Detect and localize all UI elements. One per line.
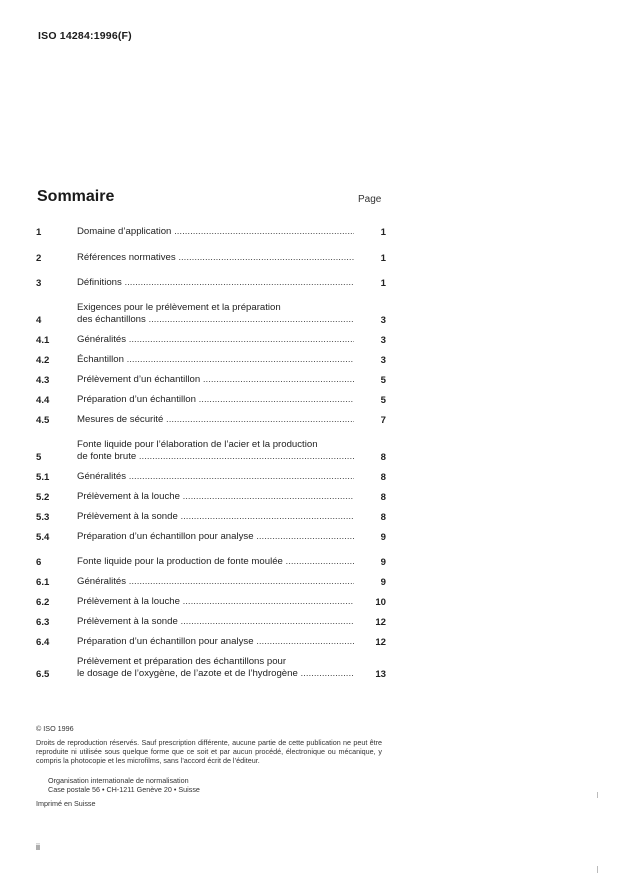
toc-entry-number: 6.2 xyxy=(36,597,50,608)
toc-entry-page: 3 xyxy=(380,335,386,346)
toc-entry xyxy=(36,636,386,648)
toc-entry-number: 4.5 xyxy=(36,415,50,426)
toc-entry xyxy=(36,471,386,483)
toc-entry-number: 5.1 xyxy=(36,472,50,483)
toc-entry-number: 1 xyxy=(36,227,42,238)
toc-entry-title: Exigences pour le prélèvement et la préparation xyxy=(77,302,281,313)
rights-statement: Droits de reproduction réservés. Sauf prescription différente, aucune partie de cette publication ne peut être reproduite ni utilisée sous quelque forme que ce soit et par aucun procédé, électronique ou mécanique, y compris la photocopie et les microfilms, sans l’accord écrit de l’éditeur. xyxy=(36,738,382,765)
toc-entry-number: 5.3 xyxy=(36,512,50,523)
toc-entry-title: Généralités ..... xyxy=(77,576,354,588)
toc-entry-number: 6.1 xyxy=(36,577,50,588)
organization-name: Organisation internationale de normalisation xyxy=(48,776,189,785)
toc-entry-title: Prélèvement à la sonde ..... xyxy=(77,511,354,523)
toc-entry-number: 4.3 xyxy=(36,375,50,386)
toc-entry-page: 3 xyxy=(380,315,386,326)
toc-entry-page: 8 xyxy=(380,512,386,523)
toc-entry-number: 2 xyxy=(36,253,42,264)
toc-entry xyxy=(36,226,386,238)
toc-entry-page: 8 xyxy=(380,472,386,483)
toc-entry-page: 1 xyxy=(380,278,386,289)
page-number: ii xyxy=(36,842,40,852)
toc-entry-number: 6.4 xyxy=(36,637,50,648)
toc-entry xyxy=(36,439,386,463)
toc-entry xyxy=(36,656,386,680)
toc-entry-number: 4.2 xyxy=(36,355,50,366)
toc-entry-page: 8 xyxy=(380,492,386,503)
toc-entry-number: 5.2 xyxy=(36,492,50,503)
toc-entry-number: 4 xyxy=(36,315,42,326)
toc-entry-page: 7 xyxy=(380,415,386,426)
toc-entry-title: Généralités ..... xyxy=(77,334,354,346)
copyright-notice: © ISO 1996 xyxy=(36,724,74,733)
toc-entry-title: Prélèvement à la sonde ..... xyxy=(77,616,354,628)
toc-entry-title: Prélèvement à la louche ..... xyxy=(77,491,354,503)
toc-entry-number: 3 xyxy=(36,278,42,289)
toc-entry-page: 13 xyxy=(375,669,386,680)
toc-entry-title: des échantillons ..... xyxy=(77,314,354,326)
toc-entry-number: 6.5 xyxy=(36,669,50,680)
toc-entry-page: 9 xyxy=(380,577,386,588)
printed-in: Imprimé en Suisse xyxy=(36,799,96,808)
toc-entry xyxy=(36,354,386,366)
toc-entry-title: Préparation d’un échantillon pour analyse ..... xyxy=(77,636,354,648)
toc-entry xyxy=(36,394,386,406)
toc-entry-title: Définitions ..... xyxy=(77,277,354,289)
toc-entry-title: Préparation d’un échantillon pour analyse ..... xyxy=(77,531,354,543)
toc-entry-page: 12 xyxy=(375,617,386,628)
toc-entry xyxy=(36,491,386,503)
toc-entry-number: 4.1 xyxy=(36,335,50,346)
scan-mark xyxy=(597,792,598,798)
table-of-contents xyxy=(36,222,386,680)
toc-entry-title: Fonte liquide pour l’élaboration de l’acier et la production xyxy=(77,439,318,450)
toc-entry xyxy=(36,374,386,386)
toc-entry-page: 10 xyxy=(375,597,386,608)
toc-entry-number: 5 xyxy=(36,452,42,463)
organization-address: Case postale 56 • CH-1211 Genève 20 • Suisse xyxy=(48,785,200,794)
toc-entry xyxy=(36,576,386,588)
toc-entry xyxy=(36,556,386,568)
toc-entry-number: 6 xyxy=(36,557,42,568)
toc-entry-page: 5 xyxy=(380,395,386,406)
toc-entry-page: 1 xyxy=(380,227,386,238)
toc-entry-page: 8 xyxy=(380,452,386,463)
toc-entry-title: le dosage de l’oxygène, de l’azote et de l’hydrogène ..... xyxy=(77,668,354,680)
toc-entry-title: Prélèvement d’un échantillon ..... xyxy=(77,374,354,386)
toc-entry xyxy=(36,616,386,628)
toc-entry-page: 9 xyxy=(380,532,386,543)
document-code: ISO 14284:1996(F) xyxy=(38,30,132,42)
toc-entry xyxy=(36,334,386,346)
toc-entry xyxy=(36,414,386,426)
toc-entry-title: Prélèvement à la louche ..... xyxy=(77,596,354,608)
toc-entry-title: Domaine d’application ..... xyxy=(77,226,354,238)
toc-entry-page: 1 xyxy=(380,253,386,264)
toc-entry-page: 3 xyxy=(380,355,386,366)
toc-entry xyxy=(36,302,386,326)
toc-entry-title: Fonte liquide pour la production de fonte moulée ..... xyxy=(77,556,354,568)
toc-entry-title: de fonte brute ..... xyxy=(77,451,354,463)
page-column-label: Page xyxy=(358,194,382,205)
scan-mark xyxy=(597,866,598,873)
toc-entry-title: Échantillon ..... xyxy=(77,354,354,366)
toc-entry-page: 5 xyxy=(380,375,386,386)
toc-entry xyxy=(36,531,386,543)
toc-entry-page: 12 xyxy=(375,637,386,648)
toc-entry xyxy=(36,277,386,289)
page-title: Sommaire xyxy=(37,188,115,205)
toc-entry xyxy=(36,252,386,264)
toc-entry xyxy=(36,511,386,523)
toc-entry-page: 9 xyxy=(380,557,386,568)
toc-entry-title: Préparation d’un échantillon ..... xyxy=(77,394,354,406)
toc-entry xyxy=(36,596,386,608)
toc-entry-title: Mesures de sécurité ..... xyxy=(77,414,354,426)
toc-entry-number: 6.3 xyxy=(36,617,50,628)
toc-entry-number: 4.4 xyxy=(36,395,50,406)
toc-entry-title: Prélèvement et préparation des échantillons pour xyxy=(77,656,287,667)
toc-entry-title: Références normatives ..... xyxy=(77,252,354,264)
toc-entry-title: Généralités ..... xyxy=(77,471,354,483)
toc-entry-number: 5.4 xyxy=(36,532,50,543)
